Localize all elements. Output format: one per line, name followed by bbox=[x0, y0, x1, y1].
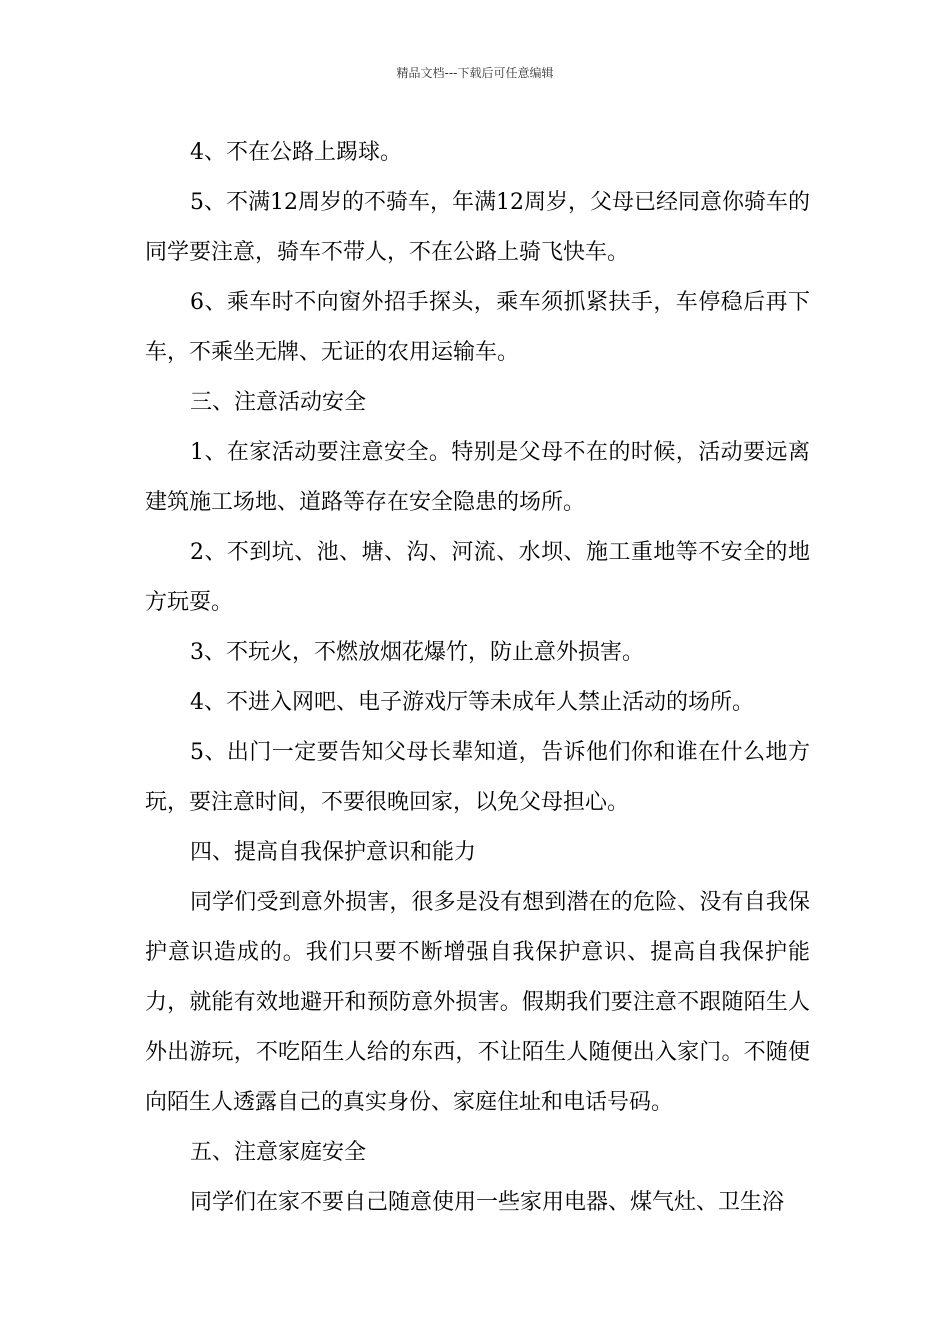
list-item: 5、出门一定要告知父母长辈知道，告诉他们你和谁在什么地方玩，要注意时间，不要很晚回家，以免父母担心。 bbox=[145, 740, 810, 815]
list-item: 2、不到坑、池、塘、沟、河流、水坝、施工重地等不安全的地方玩耍。 bbox=[145, 540, 810, 615]
list-item: 1、在家活动要注意安全。特别是父母不在的时候，活动要远离建筑施工场地、道路等存在安全隐患的场所。 bbox=[145, 440, 810, 515]
body-paragraph: 同学们受到意外损害，很多是没有想到潜在的危险、没有自我保护意识造成的。我们只要不断增强自我保护意识、提高自我保护能力，就能有效地避开和预防意外损害。假期我们要注意不跟随陌生人外出游玩，不吃陌生人给的东西，不让陌生人随便出入家门。不随便向陌生人透露自己的真实身份、家庭住址和电话号码。 bbox=[145, 890, 810, 1115]
list-item: 4、不进入网吧、电子游戏厅等未成年人禁止活动的场所。 bbox=[190, 690, 754, 715]
list-item: 6、乘车时不向窗外招手探头，乘车须抓紧扶手，车停稳后再下车，不乘坐无牌、无证的农用运输车。 bbox=[145, 290, 810, 365]
section-heading: 五、注意家庭安全 bbox=[190, 1140, 367, 1165]
section-heading: 四、提高自我保护意识和能力 bbox=[190, 840, 477, 865]
list-item: 3、不玩火，不燃放烟花爆竹，防止意外损害。 bbox=[190, 640, 644, 665]
section-heading: 三、注意活动安全 bbox=[190, 390, 367, 415]
list-item: 4、不在公路上踢球。 bbox=[190, 140, 402, 165]
body-paragraph: 同学们在家不要自己随意使用一些家用电器、煤气灶、卫生浴 bbox=[190, 1190, 785, 1215]
list-item: 5、不满12周岁的不骑车，年满12周岁，父母已经同意你骑车的同学要注意，骑车不带人，不在公路上骑飞快车。 bbox=[145, 190, 810, 265]
document-body bbox=[145, 128, 810, 1228]
page-header: 精品文档---下载后可任意编辑 bbox=[396, 66, 554, 80]
